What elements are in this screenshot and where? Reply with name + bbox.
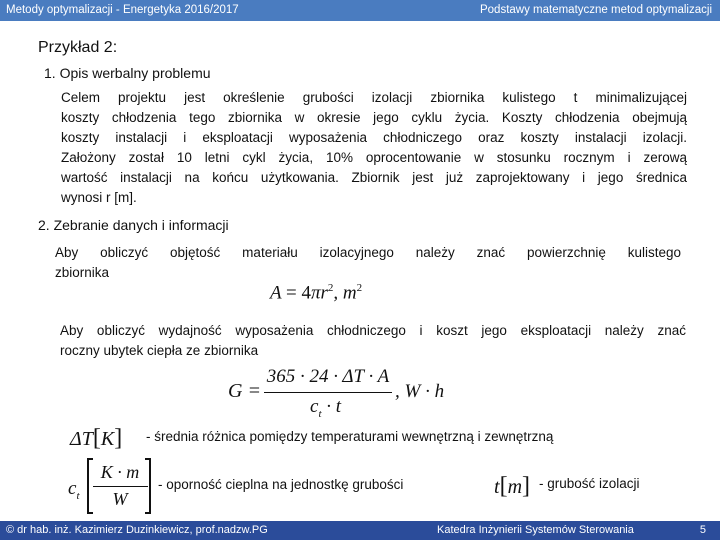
formula-symbol: c [310, 396, 319, 417]
delta-t-description: - średnia różnica pomiędzy temperaturami wewnętrzną i zewnętrzną [146, 429, 554, 444]
formula-subscript: t [76, 489, 80, 502]
bracket-open: [ [499, 473, 508, 499]
bracket-open: [ [92, 425, 101, 451]
formula-exponent: 2 [327, 282, 334, 294]
section-1-text [61, 88, 687, 208]
bracket-right-top [145, 458, 151, 460]
formula-unit: , m [333, 282, 357, 304]
text-line: Aby obliczyć wydajność wyposażenia chłodniczego i koszt jego eksploatacji należy znać [60, 323, 686, 338]
text-line: wartość instalacji na końcu użytkowania. Zbiornik jest już zaprojektowany i jego średnica [61, 170, 687, 185]
fraction-bar [264, 392, 392, 393]
formula-symbol: c [68, 478, 77, 499]
formula-symbol: t [494, 476, 500, 498]
fraction-bar [93, 486, 148, 487]
ct-unit-denominator: W [112, 489, 128, 509]
section-2-heading: 2. Zebranie danych i informacji [38, 217, 229, 233]
t-description: - grubość izolacji [539, 476, 640, 491]
section-2-paragraph-2 [60, 321, 686, 361]
bracket-right [149, 458, 151, 514]
text-line: roczny ubytek ciepła ze zbiornika [60, 343, 259, 358]
heat-loss-denominator [310, 396, 341, 420]
formula-exponent: 2 [356, 282, 363, 294]
section-2-paragraph-1 [55, 243, 681, 283]
slide-header-bar [0, 0, 720, 21]
ct-description: - oporność cieplna na jednostkę grubości [158, 477, 404, 492]
footer-author: © dr hab. inż. Kazimierz Duzinkiewicz, prof.nadzw.PG [6, 524, 268, 536]
bracket-left [87, 458, 89, 514]
page-number: 5 [699, 524, 706, 536]
text-line: Celem projektu jest określenie grubości izolacji zbiornika kulistego t minimalizującej [61, 90, 687, 105]
lecture-title: Podstawy matematyczne metod optymalizacji [479, 4, 712, 16]
text-line: zbiornika [55, 265, 110, 280]
heat-loss-unit: , W · h [395, 381, 445, 402]
heat-loss-numerator: 365 · 24 · ΔT · A [266, 366, 390, 387]
course-title: Metody optymalizacji - Energetyka 2016/2017 [6, 4, 239, 16]
formula-coefficient: 4 [301, 282, 311, 304]
formula-term: · t [321, 396, 342, 417]
section-1-heading: 1. Opis werbalny problemu [44, 65, 211, 81]
heat-loss-formula-lhs: G = [228, 380, 261, 402]
formula-operator: = [286, 282, 297, 304]
bracket-close: ] [522, 473, 531, 499]
text-line: wynosi r [m]. [61, 190, 137, 205]
bracket-left-bottom [87, 512, 93, 514]
slide-title: Przykład 2: [38, 39, 118, 56]
formula-unit: m [507, 476, 523, 498]
footer-department: Katedra Inżynierii Systemów Sterowania [437, 524, 634, 536]
formula-symbol: ΔT [70, 428, 93, 450]
text-line: koszty chłodzenia tego zbiornika w okresie jego cyklu życia. Koszty chłodzenia obejmują [61, 110, 687, 125]
formula-symbol: r [320, 282, 328, 304]
ct-unit-numerator: K · m [100, 462, 140, 482]
formula-symbol: A [270, 282, 282, 304]
text-line: Aby obliczyć objętość materiału izolacyjnego należy znać powierzchnię kulistego [55, 245, 681, 260]
formula-subscript: t [318, 407, 322, 420]
slide-footer-bar [0, 521, 720, 540]
text-line: Założony został 10 letni cykl życia, 10% oprocentowanie w stosunku rocznym i zerową [61, 150, 687, 165]
bracket-left-top [87, 458, 93, 460]
delta-t-symbol [70, 425, 122, 452]
t-symbol [494, 473, 530, 500]
bracket-close: ] [114, 425, 123, 451]
ct-symbol [68, 478, 80, 502]
area-formula [270, 282, 362, 304]
text-line: koszty instalacji i eksploatacji wyposażenia chłodniczego oraz koszty instalacji izolacji. [61, 130, 687, 145]
bracket-right-bottom [145, 512, 151, 514]
formula-unit: K [100, 428, 115, 450]
formula-symbol: π [310, 282, 321, 304]
